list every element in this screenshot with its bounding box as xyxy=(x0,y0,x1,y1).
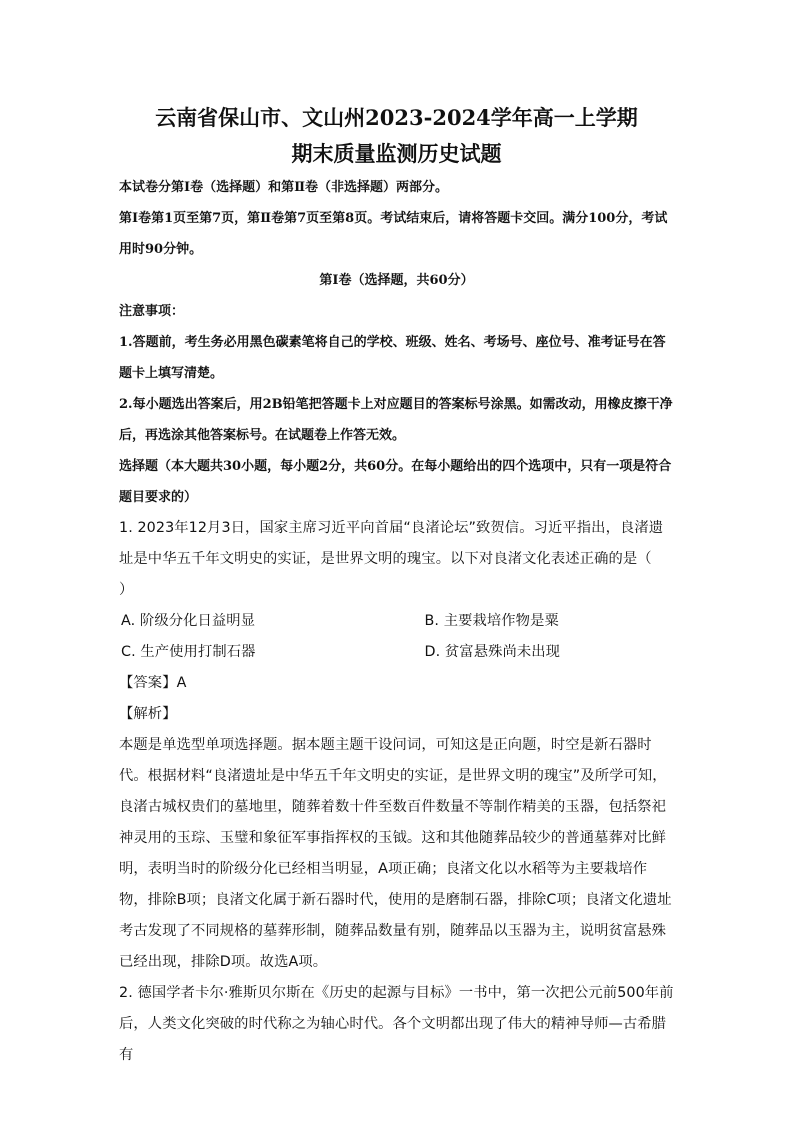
note-item: 1.答题前，考生务必用黑色碳素笔将自己的学校、班级、姓名、考场号、座位号、准考证号在答题卡上填写清楚。 xyxy=(119,335,666,381)
intro-paragraph: 第Ⅰ卷第1页至第7页，第Ⅱ卷第7页至第8页。考试结束后，请将答题卡交回。满分100分，考试用时90分钟。 xyxy=(119,211,668,257)
notes-title: 注意事项： xyxy=(119,304,185,319)
question-1-stem: 1. 2023年12月3日，国家主席习近平向首届“良渚论坛”致贺信。习近平指出，良渚遗址是中华五千年文明史的实证，是世界文明的瑰宝。以下对良渚文化表述正确的是（ ） xyxy=(119,520,681,598)
page-subtitle: 期末质量监测历史试题 xyxy=(291,141,502,166)
intro-paragraph: 本试卷分第Ⅰ卷（选择题）和第Ⅱ卷（非选择题）两部分。 xyxy=(119,180,449,195)
question-1-options xyxy=(119,606,674,668)
option-a: A. 阶级分化日益明显 xyxy=(121,613,256,629)
question-2-stem: 2. 德国学者卡尔·雅斯贝尔斯在《历史的起源与目标》一书中，第一次把公元前500年前后，人类文化突破的时代称之为轴心时代。各个文明都出现了伟大的精神导师—古希腊有 xyxy=(119,985,674,1063)
page-title: 云南省保山市、文山州2023-2024学年高一上学期 xyxy=(155,105,638,130)
question-1-answer: 【答案】A xyxy=(119,675,187,691)
question-1-analysis-title: 【解析】 xyxy=(119,706,177,722)
question-1-analysis: 本题是单选型单项选择题。据本题主题干设问词，可知这是正向题，时空是新石器时代。根据材料“良渚遗址是中华五千年文明史的实证，是世界文明的瑰宝”及所学可知，良渚古城权贵们的墓地里，随葬着数十件至数百件数量不等制作精美的玉器，包括祭祀神灵用的玉琮、玉璧和象征军事指挥权的玉钺。这和其他随葬品较少的普通墓葬对比鲜明，表明当时的阶级分化已经相当明显，A项正确；良渚文化以水稻等为主要栽培作物，排除B项；良渚文化属于新石器时代，使用的是磨制石器，排除C项；良渚文化遗址考古发现了不同规格的墓葬形制，随葬品数量有别，随葬品以玉器为主，说明贫富悬殊已经出现，排除D项。故选A项。 xyxy=(119,737,672,970)
section-heading: 第Ⅰ卷（选择题，共60分） xyxy=(319,273,474,288)
option-c: C. 生产使用打制石器 xyxy=(121,644,256,660)
option-b: B. 主要栽培作物是粟 xyxy=(424,613,559,629)
note-item: 2.每小题选出答案后，用2B铅笔把答题卡上对应题目的答案标号涂黑。如需改动，用橡皮擦干净后，再选涂其他答案标号。在试题卷上作答无效。 xyxy=(119,397,673,443)
choice-instructions: 选择题（本大题共30小题，每小题2分，共60分。在每小题给出的四个选项中，只有一项是符合题目要求的） xyxy=(119,459,672,505)
option-d: D. 贫富悬殊尚未出现 xyxy=(424,644,561,660)
